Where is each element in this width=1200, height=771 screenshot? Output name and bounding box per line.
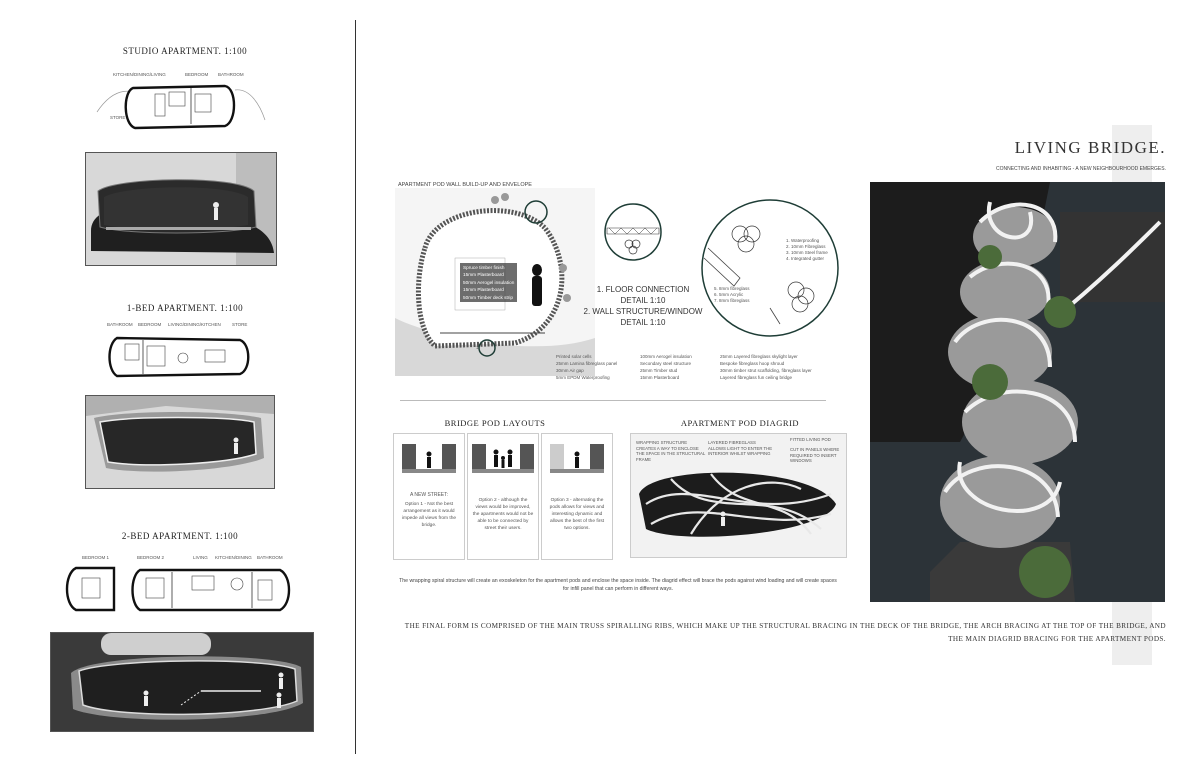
material-notes-2 [640, 353, 692, 381]
studio-room-label: BEDROOM [185, 72, 209, 77]
diagrid-note: WRAPPING STRUCTURE CREATES A WAY TO ENCLOSE THE SPACE IN THE STRUCTURAL FRAME [636, 440, 706, 462]
material-note: 25mm Timber stud [640, 368, 678, 373]
one-bed-plan [105, 332, 255, 382]
layout-option-1 [393, 433, 465, 560]
material-note: Printed solar cells [556, 354, 592, 359]
two-bed-room-label: BEDROOM 1 [82, 555, 110, 560]
two-bed-plan [62, 564, 297, 616]
floor-connection-detail [603, 202, 663, 262]
diagrid-note: LAYERED FIBREGLASS ALLOWS LIGHT TO ENTER THE INTERIOR WHILST WRAPPING [708, 440, 773, 456]
detail-2-label: 2. WALL STRUCTURE/WINDOW [583, 307, 703, 316]
section-divider [400, 400, 826, 401]
build-up-item: Spruce timber finish [463, 265, 505, 270]
material-note: 30mm Air gap [556, 368, 584, 373]
two-bed-room-label: KITCHEN/DINING [215, 555, 252, 560]
layout-option-text: Option 2 - although the views would be improved, the apartments would not be able to be connected by street their users. [472, 498, 534, 531]
material-notes-3 [720, 353, 812, 381]
detail-note: 6. 5mm Acrylic [714, 292, 744, 297]
studio-store-label: STORE [110, 115, 126, 120]
page-title: LIVING BRIDGE. [1014, 138, 1166, 157]
detail-note: 5. 8mm fibreglass [714, 286, 750, 291]
build-up-item: 50mm Aerogel insulation [463, 279, 515, 285]
one-bed-room-label: LIVING/DINING/KITCHEN [168, 322, 221, 327]
layout-option-text: Option 1 - Not the best arrangement as it would impede all views from the bridge. [401, 501, 457, 528]
callout-number: 1 [476, 345, 479, 350]
layout-option-text: Option 3 - alternating the pods allows for views and interesting dynamic and allows the best of the first two options. [549, 498, 605, 531]
diagrid-title: APARTMENT POD DIAGRID [680, 418, 800, 428]
studio-room-label: BATHROOM [218, 72, 244, 77]
material-note: 25mm Lamina fibreglass panel [556, 361, 618, 366]
studio-render [85, 152, 277, 266]
two-bed-room-label: LIVING [193, 555, 208, 560]
one-bed-room-label: BATHROOM [107, 322, 133, 327]
detail-labels [578, 284, 708, 328]
one-bed-render [85, 395, 275, 489]
material-notes-1 [556, 353, 617, 381]
final-form-statement: THE FINAL FORM IS COMPRISED OF THE MAIN TRUSS SPIRALLING RIBS, WHICH MAKE UP THE STRUCTURAL BRACING IN THE DECK OF THE BRIDGE, THE ARCH BRACING AT THE TOP OF THE BRIDGE, AND THE MAIN DIAGRID BRACING FOR THE APARTMENT PODS. [404, 622, 1166, 643]
bridge-aerial-image [870, 182, 1165, 602]
detail-1-label: 1. FLOOR CONNECTION [596, 285, 690, 294]
build-up-item: 15mm Plasterboard [463, 287, 504, 293]
material-note: 5mm EPDM Waterproofing [556, 375, 610, 380]
wall-detail-notes [786, 238, 828, 262]
two-bed-title: 2-BED APARTMENT. 1:100 [121, 531, 239, 541]
diagrid-note: CUT IN PANELS WHERE REQUIRED TO INSERT WINDOWS [790, 447, 840, 463]
diagrid-caption: The wrapping spiral structure will create an exoskeleton for the apartment pods and enclose the space inside. The diagrid effect will brace the pods against wind loading and will create spaces for infill panel that can perform in different ways. [399, 578, 837, 592]
detail-note: 2. 10mm Fibreglass [786, 244, 826, 249]
pod-section-title: APARTMENT POD WALL BUILD-UP AND ENVELOPE [398, 182, 532, 188]
detail-2-scale: DETAIL 1:10 [620, 318, 666, 327]
wall-window-detail [700, 198, 840, 338]
studio-title: STUDIO APARTMENT. 1:100 [122, 46, 248, 56]
detail-note: 1. Waterproofing [786, 238, 820, 243]
layout-option-heading: A NEW STREET: [409, 492, 449, 498]
two-bed-room-label: BATHROOM [257, 555, 283, 560]
detail-note: 7. 8mm fibreglass [714, 298, 750, 303]
material-note: 30mm timber strut scaffolding, fibreglass layer [720, 368, 812, 373]
diagrid-note: FITTED LIVING POD [790, 437, 831, 442]
one-bed-room-label: BEDROOM [138, 322, 162, 327]
studio-plan [95, 80, 270, 132]
vertical-divider [355, 20, 356, 754]
material-note: Secondary steel structure [640, 361, 692, 366]
material-note: 100mm Aerogel insulation [640, 354, 692, 359]
detail-1-scale: DETAIL 1:10 [620, 296, 666, 305]
two-bed-render [50, 632, 314, 732]
layout-option-3 [541, 433, 613, 560]
detail-note: 4. Integrated gutter [786, 256, 825, 261]
build-up-item: 50mm Timber deck strip [463, 294, 514, 300]
wall-detail-notes-2 [714, 286, 750, 304]
page-subtitle: CONNECTING AND INHABITING - A NEW NEIGHBOURHOOD EMERGES. [995, 166, 1166, 172]
material-note: 25mm Layered fibreglass skylight layer [720, 354, 798, 359]
two-bed-room-label: BEDROOM 2 [137, 555, 165, 560]
material-note: Bespoke fibreglass hoop shroud [720, 361, 785, 366]
layouts-title: BRIDGE POD LAYOUTS [444, 418, 546, 428]
layout-option-2 [467, 433, 539, 560]
material-note: Layered fibreglass fun ceiling bridge [720, 375, 793, 380]
build-up-list [460, 263, 517, 302]
material-note: 15mm Plasterboard [640, 375, 680, 380]
one-bed-room-label: STORE [232, 322, 248, 327]
studio-room-label: KITCHEN/DINING/LIVING [113, 72, 166, 77]
one-bed-title: 1-BED APARTMENT. 1:100 [126, 303, 244, 313]
detail-note: 3. 10mm Steel frame [786, 250, 828, 255]
build-up-item: 15mm Plasterboard [463, 272, 504, 278]
